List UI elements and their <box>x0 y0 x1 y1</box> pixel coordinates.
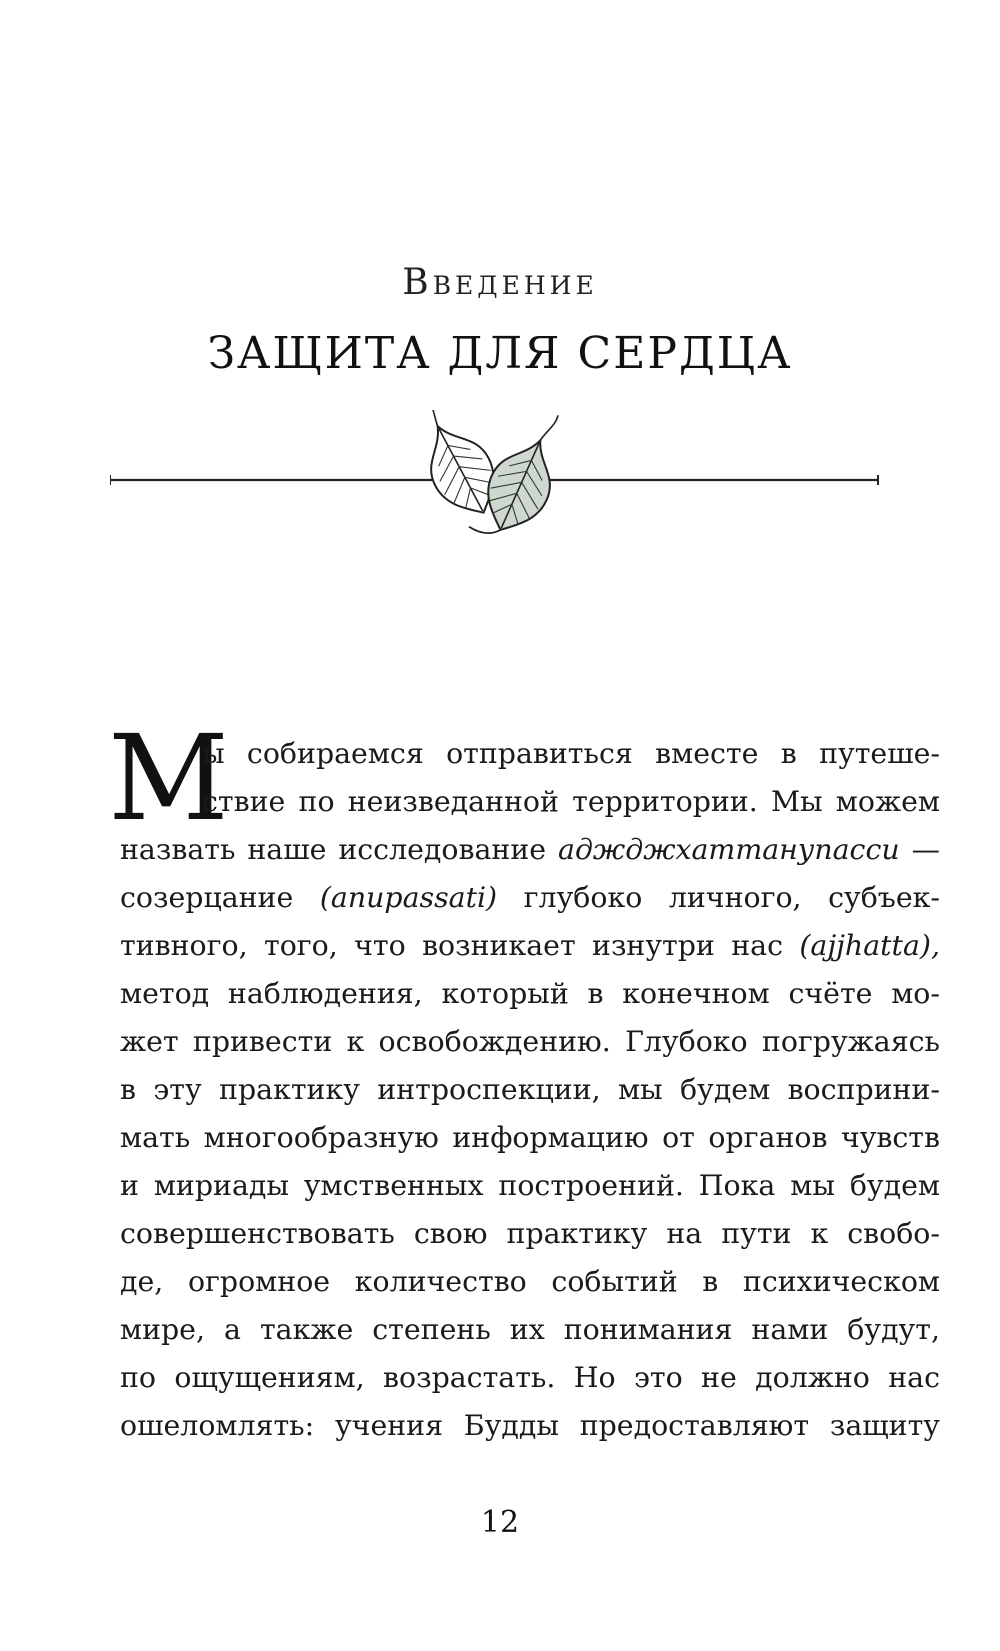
body-paragraph <box>120 730 940 1450</box>
text-line: ствие по неизведанной территории. Мы можем <box>202 785 940 818</box>
page-number: 12 <box>480 1505 520 1540</box>
text-line: и мириады умственных построений. Пока мы будем <box>120 1169 940 1202</box>
text-line: в эту практику интроспекции, мы будем восприни- <box>120 1073 940 1106</box>
pali-term: аджджхаттанупасси <box>558 833 900 866</box>
text-line: назвать наше исследование аджджхаттанупасси — <box>120 833 941 866</box>
text-line: тивного, того, что возникает изнутри нас (ajjhatta), <box>120 929 940 962</box>
text-line: ы собираемся отправиться вместе в путеше- <box>202 737 940 770</box>
text-line: по ощущениям, возрастать. Но это не должно нас <box>120 1361 940 1394</box>
text-line: мире, а также степень их понимания нами будут, <box>120 1313 940 1346</box>
pali-term: (anupassati) <box>319 881 498 914</box>
text-line: созерцание (anupassati) глубоко личного, субъек- <box>120 881 941 914</box>
text-line: совершенствовать свою практику на пути к свобо- <box>120 1217 940 1250</box>
text-line: мать многообразную информацию от органов чувств <box>120 1121 940 1154</box>
chapter-title: ЗАЩИТА ДЛЯ СЕРДЦА <box>207 328 793 379</box>
drop-cap: М <box>108 709 229 847</box>
text-line: метод наблюдения, который в конечном счёте мо- <box>120 977 940 1010</box>
bodhi-leaves-icon <box>110 410 890 550</box>
pali-term: (ajjhatta), <box>799 929 940 962</box>
text-line: жет привести к освобождению. Глубоко погружаясь <box>120 1025 940 1058</box>
text-line: де, огромное количество событий в психическом <box>120 1265 940 1298</box>
chapter-kicker: Введение <box>402 262 598 303</box>
text-line: ошеломлять: учения Будды предоставляют защиту <box>120 1409 940 1442</box>
